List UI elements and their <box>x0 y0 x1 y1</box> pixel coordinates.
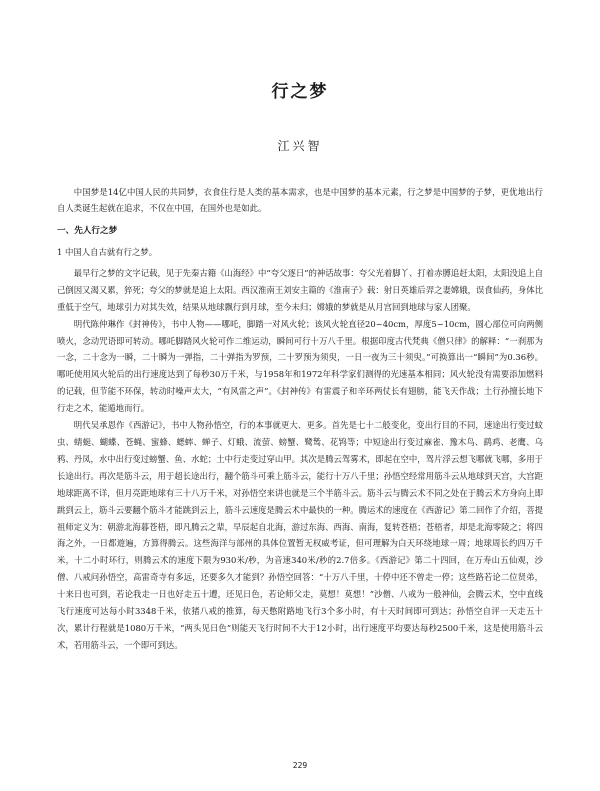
subheading: 1 中国人自古就有行之梦。 <box>57 247 158 257</box>
paragraph-3: 明代吴承恩作《西游记》，书中人物孙悟空，行的本事就更大、更多。首先是七十二般变化，变出行目的不同，速途出行变过蚊虫、蜻蜓、蝴蝶、苍蝇、蜜蜂、蟋蟀、蝉子、灯蛾、流萤、螃蟹、鹭鸶、花鸨等；中短途出行变过麻雀、豫木鸟、鹞鸡、老鹰、乌鸦、丹凤，水中出行变过螃蟹、鱼、水蛇；土中行走变过穿山甲。其次是腾云驾雾术，即起在空中，驾片浮云想飞哪就飞哪，多用于长途出行。再次是筋斗云，用于超长途出行，翻个筋斗可乘上筋斗云，能行十万八千里；孙悟空经常用筋斗云从地球到天宫，大宫距地球距离不详，但月亮距地球有三十八万千米，对孙悟空来讲也就是三个半筋斗云。筋斗云与腾云术不同之处在于腾云术方身向上即跳到云上，筋斗云要翻个筋斗才能跳到云上，筋斗云速度是腾云术中最快的一种。腾运术的速度在《西游记》第二回作了介绍，菩提祖师定义为：朝游北海暮苍梧，即凡腾云之辈，早辰起自北海，游过东海、西海、南海，复转苍梧；苍梧者，却是北海零陵之；将四海之外，一日都遊遍，方算得腾云。这些海洋与部州的具体位置暂无权威考证，但可理解为白天环绕地球一周；地球周长约四万千米，十二小时环行，则腾云术的速度下限为930米/秒，为音速340米/秒的2.7倍多。《西游记》第二十四回，在万寿山五仙观，沙僧、八戒问孙悟空，高雷奇寺有多远，还要多久才能到？孙悟空回答：“十万八千里，十停中还不曾走一停；这些路若论二位贤弟，十来日也可到，若论我走一日也好走五十遭，还见日色，若论师父走，莫想！莫想！”沙僧、八戒为一般神仙，会腾云术，空中直线飞行速度可达每小时3348千米，依猪八戒的推算，每天憋附路地飞行3个多小时，有十天时间即可到达；孙悟空自评一天走五十次，累计行程就是1080万千米，“两头见日色”则能天飞行时间不大于12小时，出行速度平均要达每秒2500千米，这是使用筋斗云术，若用筋斗云，一个即可到达。 <box>57 420 543 650</box>
article-title: 行之梦 <box>271 82 329 102</box>
intro-paragraph: 中国梦是14亿中国人民的共同梦，衣食住行是人类的基本需求，也是中国梦的基本元素，行之梦是中国梦的子梦，更优地出行自人类诞生起就在追求，不仅在中国，在国外也是如此。 <box>57 187 543 213</box>
article-body <box>57 184 543 654</box>
section-heading: 一、先人行之梦 <box>57 226 118 236</box>
paragraph-1: 最早行之梦的文字记载，见于先秦古籍《山海经》中“夸父逐日”的神话故事：夸父光着脚丫、打着赤膊追赶太阳，太阳没追上自己倒因又渴又累，猝死；夸父的梦就是追上太阳。西汉淮南王刘安主篇的《淮南子》载：射日英雄后羿之妻嫦娥，误食仙药，身体比重低于空气，地球引力对其失效，结果从地球飘行到月球，至今未归；嫦娥的梦就是从月宫回到地球与家人团聚。 <box>57 267 543 312</box>
paragraph-2: 明代陈仲琳作《封神传》，书中人物——哪吒，脚踏一对风火轮；该风火轮直径20~40cm，厚度5~10cm，圆心部位可向两侧喷火，念动咒语即可转动。哪吒脚踏风火轮可作二维运动，瞬间可行十万八千里。根据印度古代梵典《僧只律》的解释：“一刹那为一念，二十念为一瞬，二十瞬为一弹指，二十弹指为罗预，二十罗预为须臾，一日一夜为三十须臾。”可换算出一“瞬间”为0.36秒。哪吒使用风火轮后的出行速度达到了每秒30万千米，与1958年和1972年科学家们测得的光速基本相同；风火轮没有需要添加燃料的记载，但节能不环保，转动时噪声太大，“有风雷之声”。《封神传》有雷震子和辛环两仗长有翅膀，能飞天作战；土行孙擅长地下行走之术，能遁地而行。 <box>57 318 543 414</box>
page-number: 229 <box>292 761 308 770</box>
author-name: 江兴智 <box>277 139 323 153</box>
